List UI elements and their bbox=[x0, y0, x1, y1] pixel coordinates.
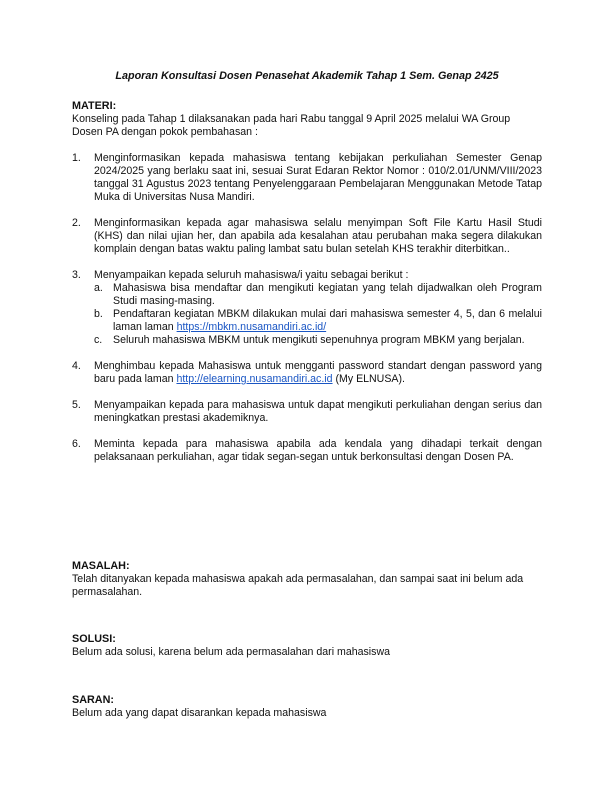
item-text: Menginformasikan kepada agar mahasiswa selalu menyimpan Soft File Kartu Hasil Studi (KHS) dan nilai ujian her, dan apabila ada kesalahan atau perubahan maka segera dilakukan komplain dengan batas waktu paling lambat satu bulan setelah KHS terakhir diterbitkan.. bbox=[94, 217, 542, 255]
saran-heading: SARAN: bbox=[72, 694, 114, 706]
sub-list-item bbox=[94, 308, 542, 334]
item-number: 6. bbox=[72, 438, 81, 450]
sub-item-letter: b. bbox=[94, 308, 103, 320]
list-item bbox=[72, 438, 542, 464]
masalah-text: Telah ditanyakan kepada mahasiswa apakah ada permasalahan, dan sampai saat ini belum ada permasalahan. bbox=[72, 573, 524, 598]
list-item bbox=[72, 360, 542, 386]
sub-item-letter: c. bbox=[94, 334, 103, 346]
materi-section bbox=[72, 100, 542, 477]
masalah-section bbox=[72, 560, 542, 599]
sub-item-text: Pendaftaran kegiatan MBKM dilakukan mulai dari mahasiswa semester 4, 5, dan 6 melalui laman laman bbox=[113, 308, 542, 333]
mbkm-link[interactable]: https://mbkm.nusamandiri.ac.id/ bbox=[176, 321, 327, 333]
list-item bbox=[72, 152, 542, 204]
saran-text: Belum ada yang dapat disarankan kepada mahasiswa bbox=[72, 707, 327, 719]
list-item bbox=[72, 269, 542, 347]
item-number: 2. bbox=[72, 217, 81, 229]
item-text: Menyampaikan kepada seluruh mahasiswa/i yaitu sebagai berikut : bbox=[94, 269, 409, 281]
elearning-link[interactable]: http://elearning.nusamandiri.ac.id bbox=[176, 373, 333, 385]
sub-list bbox=[94, 282, 542, 347]
item-text: Menginformasikan kepada mahasiswa tentang kebijakan perkuliahan Semester Genap 2024/2025 yang berlaku saat ini, sesuai Surat Edaran Rektor Nomor : 010/2.01/UNM/VIII/2023 tanggal 31 Agustus 2023 tentang Penyelenggaraan Pembelajaran Menggunakan Metode Tatap Muka di Universitas Nusa Mandiri. bbox=[94, 152, 542, 203]
sub-list-item bbox=[94, 334, 542, 347]
materi-heading: MATERI: bbox=[72, 100, 117, 112]
item-text: Meminta kepada para mahasiswa apabila ada kendala yang dihadapi terkait dengan pelaksanaan perkuliahan, agar tidak segan-segan untuk berkonsultasi dengan Dosen PA. bbox=[94, 438, 542, 463]
masalah-heading: MASALAH: bbox=[72, 560, 130, 572]
materi-intro: Konseling pada Tahap 1 dilaksanakan pada hari Rabu tanggal 9 April 2025 melalui WA Group Dosen PA dengan pokok pembahasan : bbox=[72, 113, 511, 138]
item-text: Menghimbau kepada Mahasiswa untuk mengganti password standart dengan password yang baru pada laman bbox=[94, 360, 542, 385]
item-number: 5. bbox=[72, 399, 81, 411]
document-title: Laporan Konsultasi Dosen Penasehat Akademik Tahap 1 Sem. Genap 2425 bbox=[115, 70, 499, 82]
item-text: Menyampaikan kepada para mahasiswa untuk dapat mengikuti perkuliahan dengan serius dan meningkatkan prestasi akademiknya. bbox=[94, 399, 542, 424]
item-number: 4. bbox=[72, 360, 81, 372]
list-item bbox=[72, 217, 542, 256]
list-item bbox=[72, 399, 542, 425]
item-number: 1. bbox=[72, 152, 81, 164]
solusi-section bbox=[72, 633, 542, 659]
materi-list bbox=[72, 152, 542, 464]
solusi-heading: SOLUSI: bbox=[72, 633, 116, 645]
saran-section bbox=[72, 694, 542, 720]
sub-item-text: Seluruh mahasiswa MBKM untuk mengikuti sepenuhnya program MBKM yang berjalan. bbox=[113, 334, 525, 346]
solusi-text: Belum ada solusi, karena belum ada permasalahan dari mahasiswa bbox=[72, 646, 390, 658]
item-number: 3. bbox=[72, 269, 81, 281]
item-text-suffix: (My ELNUSA). bbox=[332, 373, 405, 385]
sub-list-item bbox=[94, 282, 542, 308]
sub-item-text: Mahasiswa bisa mendaftar dan mengikuti kegiatan yang telah dijadwalkan oleh Program Studi masing-masing. bbox=[113, 282, 542, 307]
sub-item-letter: a. bbox=[94, 282, 103, 294]
